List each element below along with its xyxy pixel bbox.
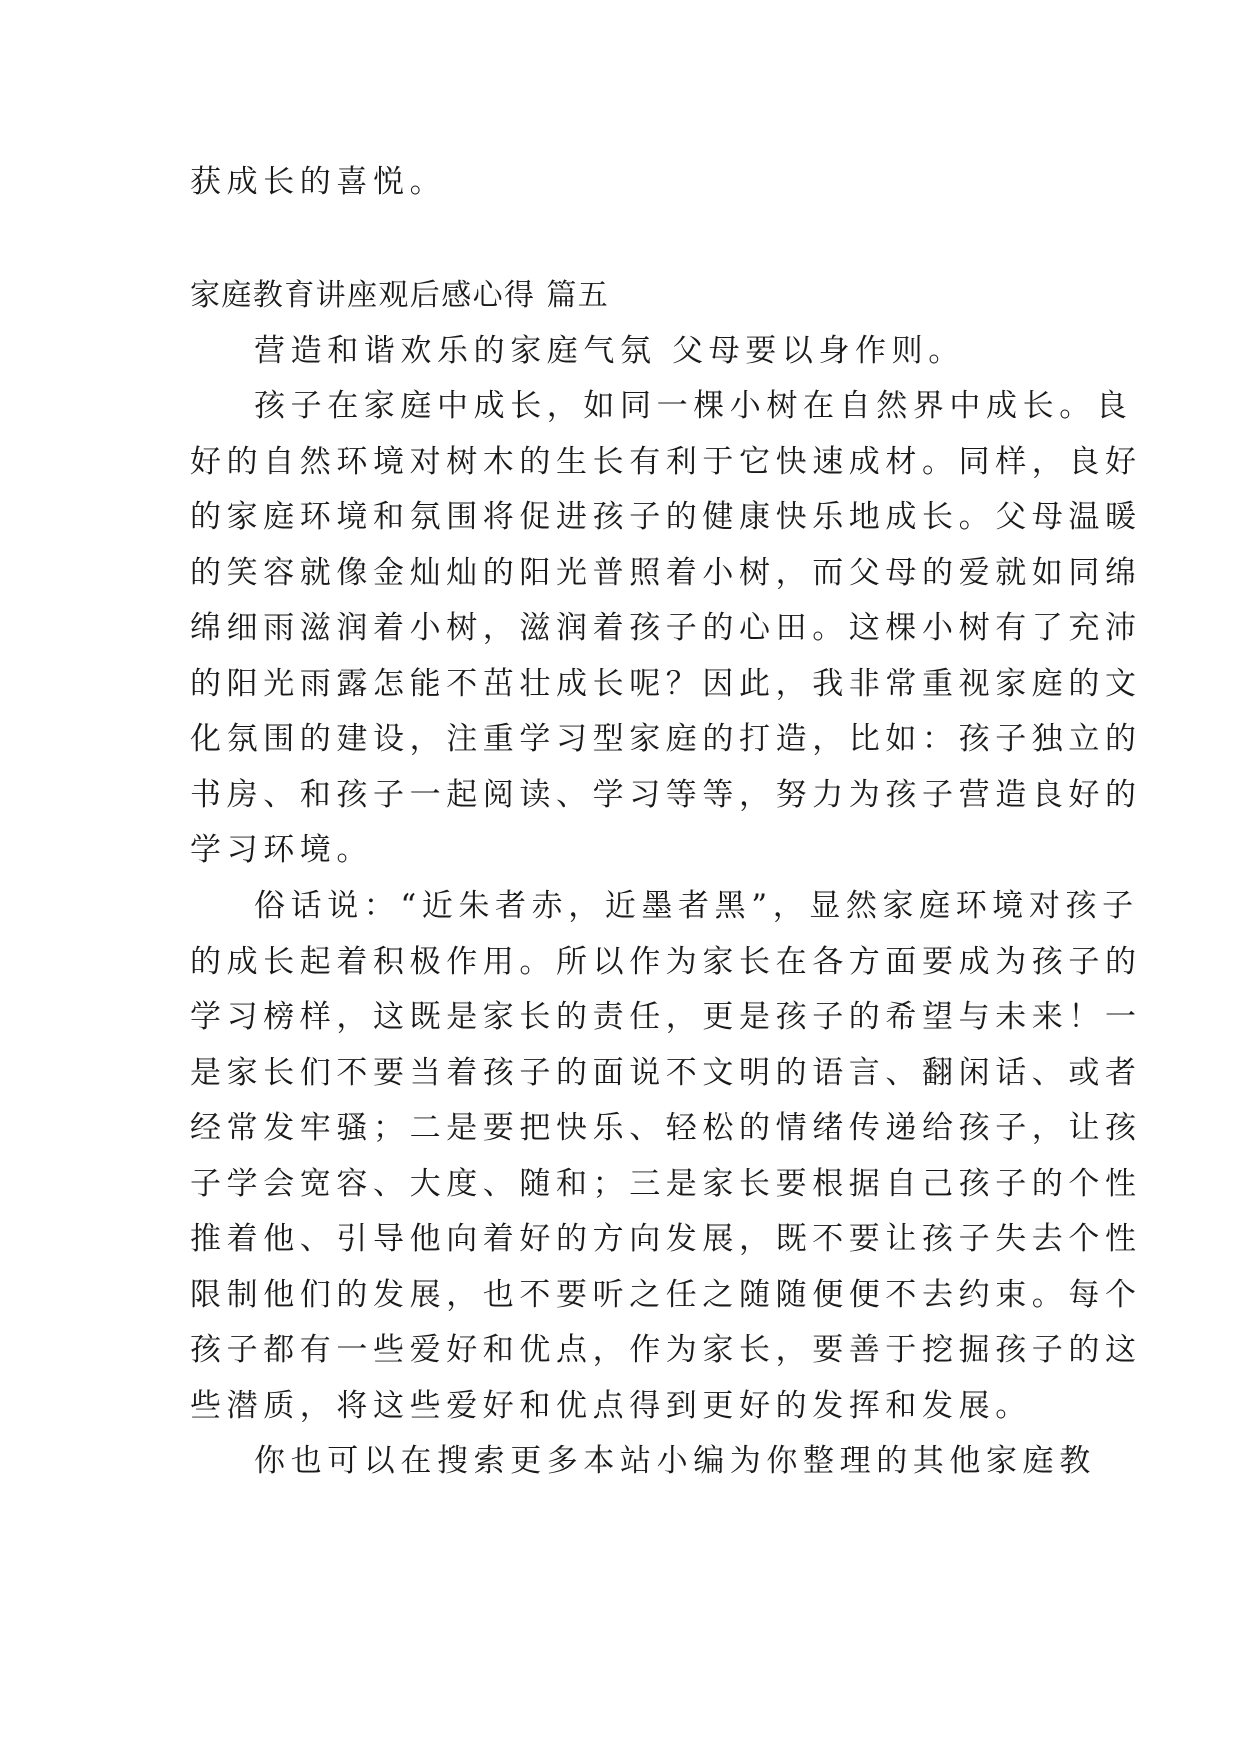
paragraph-2 <box>190 379 1142 879</box>
paragraph-1 <box>190 324 1050 380</box>
paragraph-line: 经常发牢骚；二是要把快乐、轻松的情绪传递给孩子，让孩 <box>190 1110 1142 1146</box>
paragraph-4 <box>190 1434 1096 1490</box>
section-heading <box>190 268 1050 324</box>
paragraph-line: 的阳光雨露怎能不茁壮成长呢？因此，我非常重视家庭的文 <box>190 665 1142 702</box>
paragraph-line: 好的自然环境对树木的生长有利于它快速成材。同样，良好 <box>190 443 1142 480</box>
paragraph-line: 孩子都有一些爱好和优点，作为家长，要善于挖掘孩子的这 <box>190 1332 1142 1368</box>
paragraph-line: 书房、和孩子一起阅读、学习等等，努力为孩子营造良好的 <box>190 776 1142 813</box>
paragraph-line: 化氛围的建设，注重学习型家庭的打造，比如：孩子独立的 <box>190 721 1142 757</box>
continuation-text <box>190 155 1050 211</box>
paragraph-line: 俗话说：“近朱者赤，近墨者黑”，显然家庭环境对孩子 <box>254 888 1139 924</box>
paragraph-line: 是家长们不要当着孩子的面说不文明的语言、翻闲话、或者 <box>190 1054 1142 1091</box>
paragraph-line: 的成长起着积极作用。所以作为家长在各方面要成为孩子的 <box>190 943 1142 980</box>
paragraph-line: 学习环境。 <box>190 832 373 868</box>
paragraph-line: 你也可以在搜索更多本站小编为你整理的其他家庭教 <box>254 1443 1096 1479</box>
continuation-line: 获成长的喜悦。 <box>190 164 447 200</box>
paragraph-line: 营造和谐欢乐的家庭气氛 父母要以身作则。 <box>254 333 965 369</box>
paragraph-line: 推着他、引导他向着好的方向发展，既不要让孩子失去个性 <box>190 1221 1142 1257</box>
paragraph-3 <box>190 879 1142 1434</box>
paragraph-line: 的笑容就像金灿灿的阳光普照着小树，而父母的爱就如同绵 <box>190 554 1142 591</box>
paragraph-line: 的家庭环境和氛围将促进孩子的健康快乐地成长。父母温暖 <box>190 499 1142 535</box>
paragraph-line: 限制他们的发展，也不要听之任之随随便便不去约束。每个 <box>190 1276 1142 1313</box>
section-title: 家庭教育讲座观后感心得 篇五 <box>190 278 610 313</box>
paragraph-line: 绵细雨滋润着小树，滋润着孩子的心田。这棵小树有了充沛 <box>190 610 1142 646</box>
paragraph-line: 些潜质，将这些爱好和优点得到更好的发挥和发展。 <box>190 1387 1032 1424</box>
paragraph-line: 子学会宽容、大度、随和；三是家长要根据自己孩子的个性 <box>190 1165 1142 1202</box>
paragraph-line: 学习榜样，这既是家长的责任，更是孩子的希望与未来！一 <box>190 999 1142 1035</box>
paragraph-line: 孩子在家庭中成长，如同一棵小树在自然界中成长。良 <box>254 388 1133 424</box>
